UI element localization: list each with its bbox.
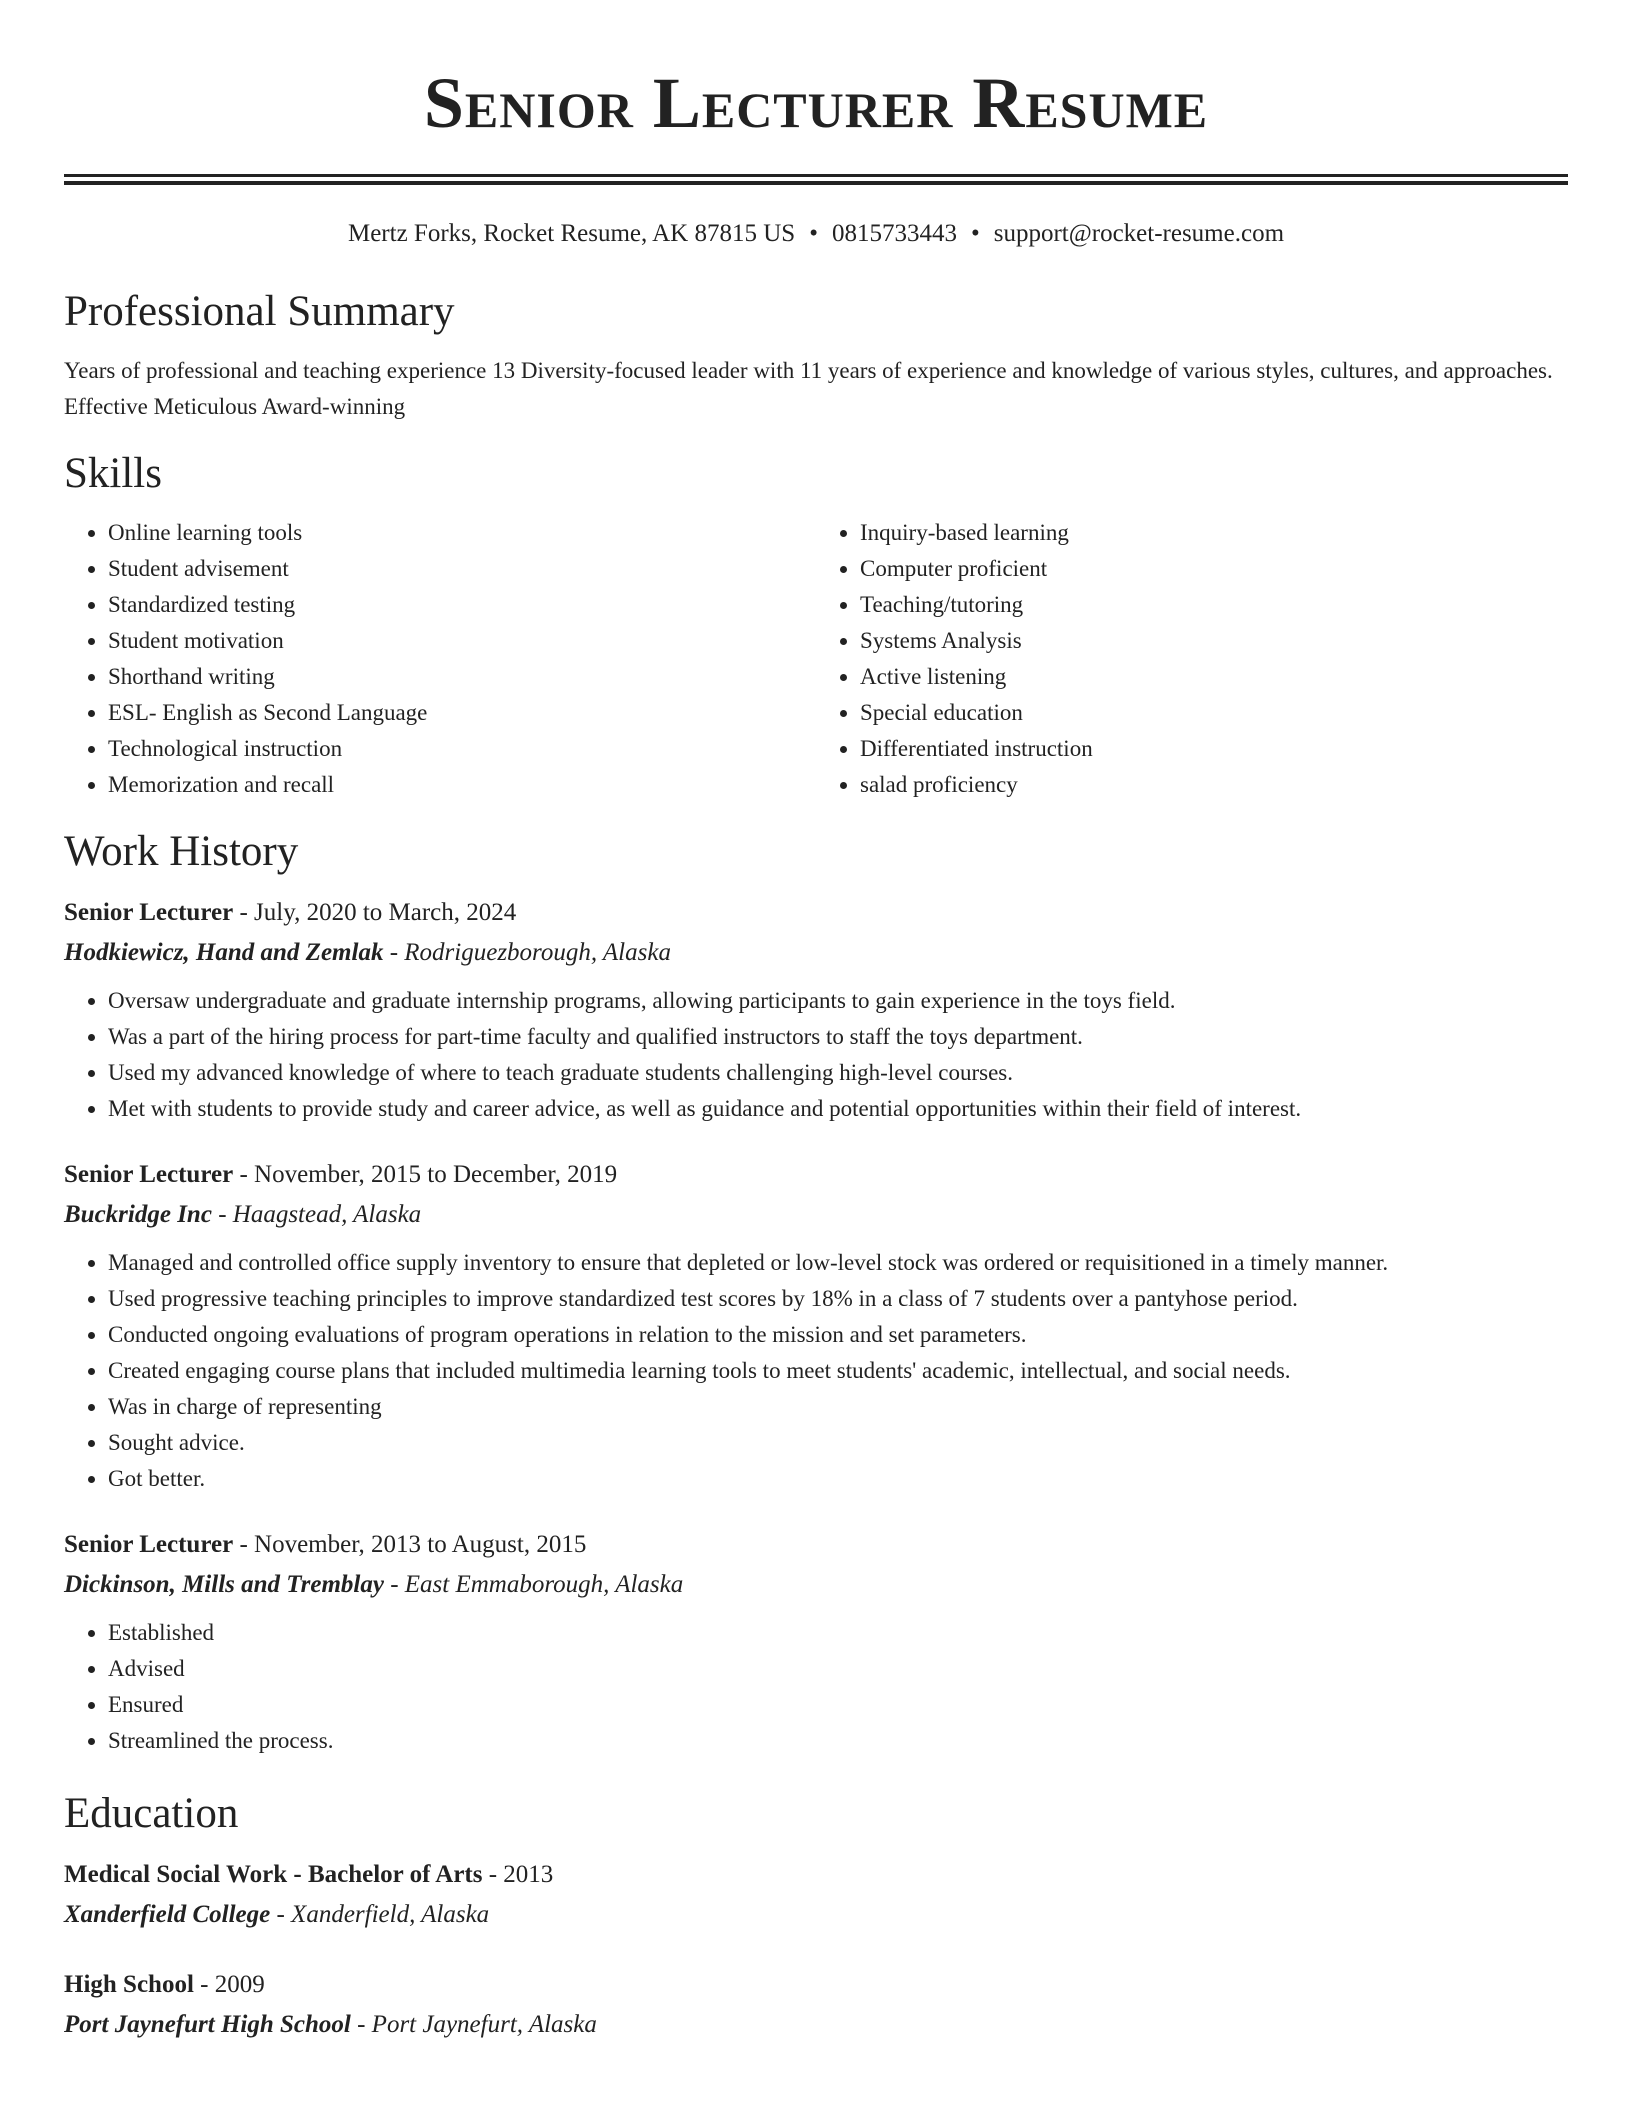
company-name: Dickinson, Mills and Tremblay (64, 1571, 384, 1598)
degree-year: - 2009 (193, 1971, 265, 1998)
contact-line (64, 217, 1568, 251)
education-entry (64, 1965, 1568, 2045)
skill-item: • Online learning tools (108, 515, 816, 551)
education-heading: Education (64, 1790, 239, 1837)
skills-column-left (64, 515, 816, 803)
contact-address: Mertz Forks, Rocket Resume, AK 87815 US (347, 220, 796, 247)
skill-item: • Technological instruction (108, 731, 816, 767)
job-bullet: • Created engaging course plans that included multimedia learning tools to meet students' academic, intellectual, and social needs. (108, 1353, 1568, 1389)
education-entry (64, 1855, 1568, 1935)
skill-item: • Computer proficient (860, 551, 1568, 587)
school-location: - Xanderfield, Alaska (270, 1901, 490, 1928)
summary-heading: Professional Summary (64, 288, 455, 335)
job-bullet: • Was in charge of representing (108, 1389, 1568, 1425)
skill-item: • Student motivation (108, 623, 816, 659)
degree-name: Medical Social Work - Bachelor of Arts (64, 1861, 483, 1888)
school-location: - Port Jaynefurt, Alaska (350, 2011, 597, 2038)
company-line (64, 933, 1568, 973)
contact-email: support@rocket-resume.com (993, 220, 1285, 247)
job-dates: - November, 2015 to December, 2019 (233, 1161, 618, 1188)
job-bullet: • Ensured (108, 1687, 1568, 1723)
job-title-line (64, 893, 1568, 933)
degree-line (64, 1855, 1568, 1895)
work-history-heading: Work History (64, 828, 299, 875)
skills-column-right (816, 515, 1568, 803)
job-bullet: • Oversaw undergraduate and graduate internship programs, allowing participants to gain experience in the toys field. (108, 983, 1568, 1019)
job-bullet: • Sought advice. (108, 1425, 1568, 1461)
contact-separator: • (809, 220, 818, 247)
skill-item: • ESL- English as Second Language (108, 695, 816, 731)
job-title: Senior Lecturer (64, 899, 234, 926)
summary-text: Years of professional and teaching experience 13 Diversity-focused leader with 11 years of experience and knowledge of various styles, cultures, and approaches. Effective Meticulous Award-winning (64, 358, 1553, 419)
school-name: Port Jaynefurt High School (64, 2011, 351, 2038)
job-entry (64, 893, 1568, 1127)
skills-list (64, 515, 1568, 803)
company-location: - Haagstead, Alaska (211, 1201, 422, 1228)
job-dates: - November, 2013 to August, 2015 (233, 1531, 587, 1558)
title-divider (64, 174, 1568, 185)
school-line (64, 1895, 1568, 1935)
skill-item: • Student advisement (108, 551, 816, 587)
company-line (64, 1565, 1568, 1605)
company-location: - Rodriguezborough, Alaska (383, 939, 671, 966)
skill-item: • Memorization and recall (108, 767, 816, 803)
company-name: Hodkiewicz, Hand and Zemlak (64, 939, 384, 966)
job-entry (64, 1525, 1568, 1759)
job-bullet: • Established (108, 1615, 1568, 1651)
skill-item: • Shorthand writing (108, 659, 816, 695)
school-line (64, 2005, 1568, 2045)
job-dates: - July, 2020 to March, 2024 (233, 899, 517, 926)
resume-title: Senior Lecturer Resume (423, 63, 1209, 143)
skill-item: • Systems Analysis (860, 623, 1568, 659)
company-location: - East Emmaborough, Alaska (383, 1571, 684, 1598)
skill-item: • Standardized testing (108, 587, 816, 623)
school-name: Xanderfield College (64, 1901, 271, 1928)
job-title-line (64, 1525, 1568, 1565)
job-bullet: • Conducted ongoing evaluations of program operations in relation to the mission and set parameters. (108, 1317, 1568, 1353)
skill-item: • Inquiry-based learning (860, 515, 1568, 551)
job-bullet: • Met with students to provide study and career advice, as well as guidance and potential opportunities within their field of interest. (108, 1091, 1568, 1127)
skill-item: • Differentiated instruction (860, 731, 1568, 767)
job-bullet: • Managed and controlled office supply inventory to ensure that depleted or low-level stock was ordered or requisitioned in a timely manner. (108, 1245, 1568, 1281)
skill-item: • Special education (860, 695, 1568, 731)
job-bullet: • Got better. (108, 1461, 1568, 1497)
degree-line (64, 1965, 1568, 2005)
job-bullet: • Used my advanced knowledge of where to teach graduate students challenging high-level courses. (108, 1055, 1568, 1091)
job-bullets (64, 983, 1568, 1127)
job-title: Senior Lecturer (64, 1531, 234, 1558)
job-entry (64, 1155, 1568, 1497)
job-bullet: • Was a part of the hiring process for part-time faculty and qualified instructors to staff the toys department. (108, 1019, 1568, 1055)
skills-heading: Skills (64, 450, 162, 497)
skill-item: • Teaching/tutoring (860, 587, 1568, 623)
job-title-line (64, 1155, 1568, 1195)
job-bullet: • Streamlined the process. (108, 1723, 1568, 1759)
job-title: Senior Lecturer (64, 1161, 234, 1188)
job-bullets (64, 1615, 1568, 1759)
degree-name: High School (64, 1971, 194, 1998)
contact-phone: 0815733443 (831, 220, 957, 247)
job-bullet: • Advised (108, 1651, 1568, 1687)
contact-separator: • (970, 220, 980, 247)
company-name: Buckridge Inc (64, 1201, 212, 1228)
degree-year: - 2013 (482, 1861, 554, 1888)
company-line (64, 1195, 1568, 1235)
job-bullet: • Used progressive teaching principles to improve standardized test scores by 18% in a class of 7 students over a pantyhose period. (108, 1281, 1568, 1317)
skill-item: • salad proficiency (860, 767, 1568, 803)
skill-item: • Active listening (860, 659, 1568, 695)
job-bullets (64, 1245, 1568, 1497)
